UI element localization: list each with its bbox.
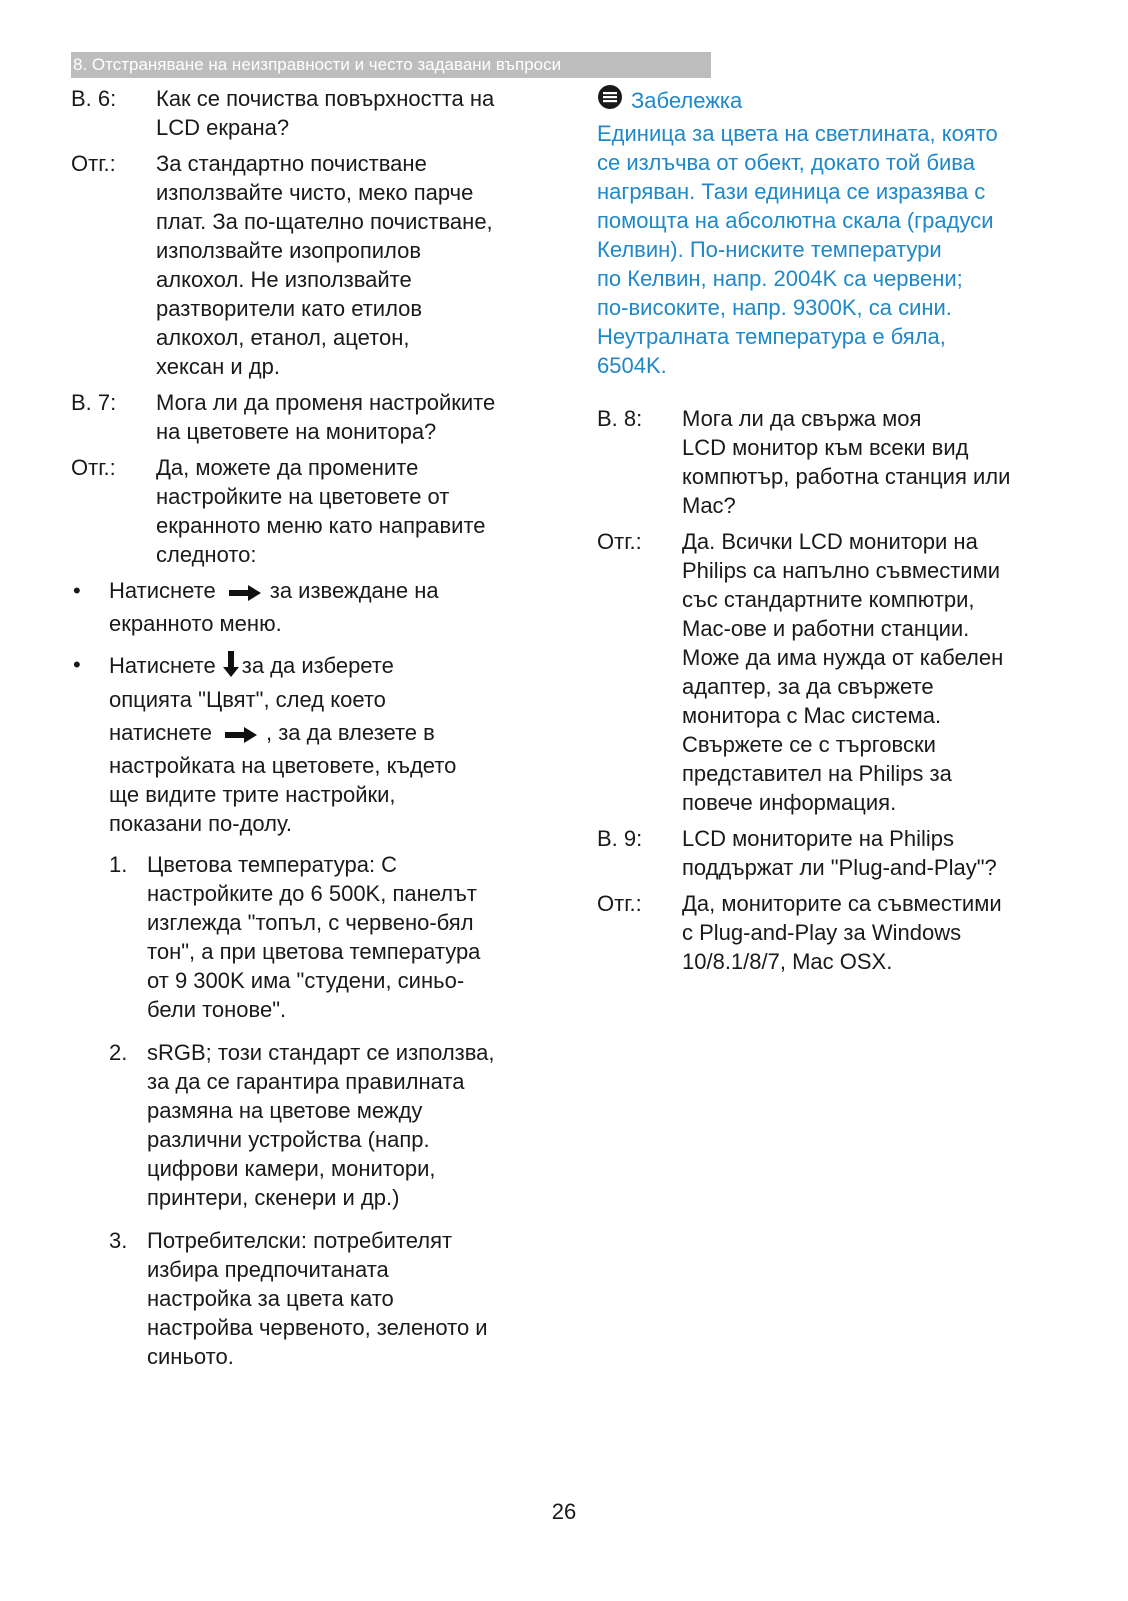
right-column bbox=[597, 84, 1057, 983]
list-item bbox=[109, 1038, 541, 1212]
bullet-text: Натиснете bbox=[109, 653, 216, 678]
question-text: Мога ли да променя настройките на цветовете на монитора? bbox=[156, 390, 496, 444]
section-title: 8. Отстраняване на неизправности и често задавани въпроси bbox=[73, 55, 562, 74]
list-text: Цветова температура: С настройките до 6 500K, панелът изглежда "топъл, с червено-бял тон", а при цветова температура от 9 300K има "студени, синьо- бели тонове". bbox=[147, 852, 481, 1022]
bullet-marker: • bbox=[73, 578, 81, 603]
right-arrow-icon bbox=[224, 722, 258, 751]
bullet-marker: • bbox=[73, 652, 81, 677]
right-arrow-icon bbox=[228, 580, 262, 609]
bullet-text: , за да влезете в bbox=[266, 720, 435, 745]
list-text: Потребителски: потребителят избира предпочитаната настройка за цвета като настройва червеното, зеленото и синьото. bbox=[147, 1228, 488, 1369]
bullet-text: натиснете bbox=[109, 720, 212, 745]
question-label: В. 7: bbox=[71, 390, 117, 415]
bullet-text: екранното меню. bbox=[109, 611, 282, 636]
list-item bbox=[109, 850, 541, 1024]
question-label: В. 6: bbox=[71, 86, 117, 111]
list-item bbox=[109, 1226, 541, 1371]
question-text: LCD мониторите на Philips поддържат ли "Plug-and-Play"? bbox=[682, 826, 997, 880]
answer-label: Отг.: bbox=[71, 455, 116, 480]
list-number: 3. bbox=[109, 1228, 128, 1253]
bullet-text: настройката на цветовете, където ще видите трите настройки, показани по-долу. bbox=[109, 753, 457, 836]
note-box bbox=[597, 84, 1057, 380]
bullet-text: Натиснете bbox=[109, 578, 216, 603]
bullet-text: за извеждане на bbox=[269, 578, 439, 603]
section-header-bar bbox=[71, 52, 711, 78]
answer-9 bbox=[597, 889, 1057, 976]
bullet-text: опцията "Цвят", след което bbox=[109, 687, 386, 712]
left-column bbox=[71, 84, 541, 1385]
answer-text: Да. Всички LCD монитори на Philips са напълно съвместими със стандартните компютри, Mac-ове и работни станции. Може да има нужда от кабелен адаптер, за да свържете монитора с Mac система. Свържете се с търговски представител на Philips за повече информация. bbox=[682, 529, 1004, 815]
answer-text: Да, мониторите са съвместими с Plug-and-Play за Windows 10/8.1/8/7, Mac OSX. bbox=[682, 891, 1002, 974]
list-text: sRGB; този стандарт се използва, за да се гарантира правилната размяна на цветове между различни устройства (напр. цифрови камери, монитори, принтери, скенери и др.) bbox=[147, 1040, 495, 1210]
answer-6 bbox=[71, 149, 541, 381]
list-number: 1. bbox=[109, 852, 128, 877]
answer-label: Отг.: bbox=[71, 151, 116, 176]
answer-text: За стандартно почистване използвайте чисто, меко парче плат. За по-щателно почистване, използвайте изопропилов алкохол. Не използвайте разтворители като етилов алкохол, етанол, ацетон, хексан и др. bbox=[156, 151, 493, 379]
bullet-item bbox=[71, 576, 541, 638]
note-text: Единица за цвета на светлината, която се излъчва от обект, докато той бива нагряван. Тази единица се изразява с помощта на абсолютна скала (градуси Келвин). По-ниските температури по Келвин, напр. 2004K са червени; по-високите, напр. 9300K, са сини. Неутралната температура е бяла, 6504K. bbox=[597, 121, 998, 378]
note-icon bbox=[597, 84, 623, 117]
question-label: В. 8: bbox=[597, 406, 643, 431]
note-title: Забележка bbox=[631, 88, 743, 113]
question-9 bbox=[597, 824, 1057, 882]
page-number: 26 bbox=[551, 1499, 577, 1524]
answer-7 bbox=[71, 453, 541, 569]
answer-label: Отг.: bbox=[597, 529, 642, 554]
question-text: Мога ли да свържа моя LCD монитор към всеки вид компютър, работна станция или Mac? bbox=[682, 406, 1011, 518]
numbered-list bbox=[109, 850, 541, 1371]
question-8 bbox=[597, 404, 1057, 520]
bullet-text: за да изберете bbox=[241, 653, 394, 678]
question-6 bbox=[71, 84, 541, 142]
question-text: Как се почиства повърхността на LCD екрана? bbox=[156, 86, 495, 140]
list-number: 2. bbox=[109, 1040, 128, 1065]
question-label: В. 9: bbox=[597, 826, 643, 851]
down-arrow-icon bbox=[222, 650, 240, 685]
bullet-item bbox=[71, 650, 541, 838]
answer-8 bbox=[597, 527, 1057, 817]
answer-label: Отг.: bbox=[597, 891, 642, 916]
question-7 bbox=[71, 388, 541, 446]
answer-text: Да, можете да промените настройките на цветовете от екранното меню като направите следното: bbox=[156, 455, 486, 567]
